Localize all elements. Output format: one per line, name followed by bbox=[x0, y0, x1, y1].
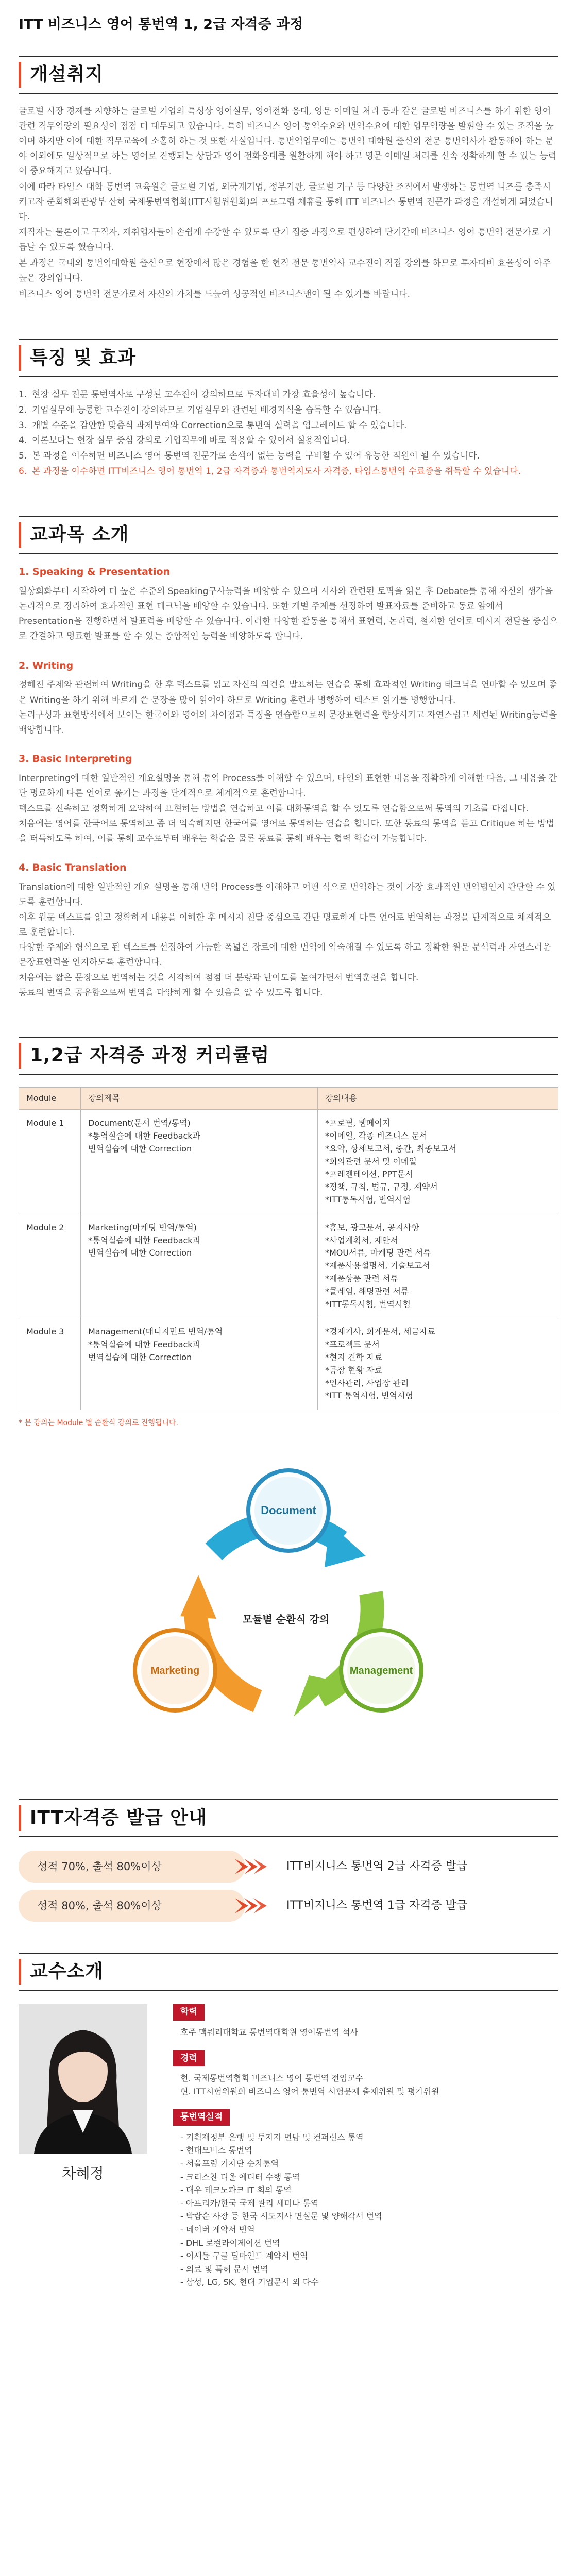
module-cell: Module 1 bbox=[19, 1110, 81, 1214]
career-item: 현. 국제통번역협회 비즈니스 영어 통번역 전임교수 bbox=[180, 2073, 364, 2083]
professor-card bbox=[19, 2004, 558, 2365]
cert-result: ITT비지니스 통번역 2급 자격증 발급 bbox=[286, 1860, 468, 1873]
education-tag: 학력 bbox=[173, 2004, 205, 2021]
course-title: 4. Basic Translation bbox=[19, 862, 127, 874]
course-body: Interpreting에 대한 일반적인 개요설명을 통해 통역 Process를 이해할 수 있으며, 타인의 표현한 내용을 정확하게 이해한 다음, 그 내용을 간단 명료하게 다른 언어로 옮기는 과정을 단계적으로 체계적으로 훈련합니다. 텍스트를 신속하고 정확하게 요약하여 표현하는 방법을 연습하고 이를 대화통역을 할 수 있도록 연습함으로써 통역의 기초를 다집니다. 처음에는 영어를 한국어로 통역하고 좀 더 익숙해지면 한국어를 영어로 통역하는 연습을 합니다. 또한 동료의 통역을 듣고 Critique 하는 방법을 터득하도록 하여, 이를 통해 교수로부터 배우는 학습은 물론 동료를 통해 배우는 협력 학습이 가능합니다. bbox=[19, 773, 557, 844]
professor-info bbox=[173, 2004, 558, 2300]
content-cell: Document(문서 번역/통역) *통역실습에 대한 Feedback과 번역실습에 대한 Correction bbox=[81, 1110, 318, 1214]
purpose-paragraph: 재직자는 물론이고 구직자, 재취업자들이 손쉽게 수강할 수 있도록 단기 집중 과정으로 편성하여 단기간에 비즈니스 영어 통번역 전문가로 거듭날 수 있도록 했습니다. bbox=[19, 227, 551, 253]
item-text: 본 과정을 이수하면 비즈니스 영어 통번역 전문가로 손색이 없는 능력을 구비할 수 있어 유능한 직원이 될 수 있습니다. bbox=[32, 451, 480, 462]
section-cert-title: ITT자격증 발급 안내 bbox=[30, 1807, 207, 1828]
section-purpose-title: 개설취지 bbox=[30, 64, 104, 85]
works-list bbox=[173, 2126, 558, 2289]
list-item: - 기획재정부 은행 및 투자자 면담 및 컨퍼런스 통역 bbox=[180, 2132, 364, 2142]
purpose-text bbox=[19, 104, 558, 302]
list-item bbox=[19, 449, 558, 464]
course-title: 3. Basic Interpreting bbox=[19, 753, 132, 765]
item-number: 4. bbox=[19, 435, 27, 446]
list-item: - 현대모비스 통번역 bbox=[180, 2145, 252, 2156]
cycle-center-label: 모듈별 순환식 강의 bbox=[242, 1613, 330, 1625]
list-item bbox=[19, 433, 558, 449]
course-body: Translation에 대한 일반적인 개요 설명을 통해 번역 Process를 이해하고 어떤 식으로 번역하는 것이 가장 효과적인 번역법인지 판단할 수 있도록 훈련합니다. 이후 원문 텍스트를 읽고 정확하게 내용을 이해한 후 메시지 전달 중심으로 간단 명료하게 다른 언어로 번역하는 과정을 단계적으로 체계적으로 훈련합니다. 다양한 주제와 형식으로 된 텍스트를 선정하여 가능한 폭넓은 장르에 대한 번역에 익숙해질 수 있도록 하고 정확한 원문 분석력과 자연스러운 문장표현력을 인지하도록 훈련합니다. 처음에는 짧은 문장으로 번역하는 것을 시작하여 점점 더 분량과 난이도를 높여가면서 번역훈련을 합니다. 동료의 번역을 공유함으로써 번역을 다양하게 할 수 있음을 알 수 있도록 합니다. bbox=[19, 882, 556, 998]
education-text: 호주 맥쿼리대학교 통번역대학원 영어통번역 석사 bbox=[180, 2027, 358, 2037]
list-item: - 네이버 계약서 번역 bbox=[180, 2224, 255, 2234]
item-highlight-2: 통번역지도사 자격증, 타임스통번역 수료증 bbox=[270, 466, 434, 477]
section-purpose bbox=[19, 56, 558, 94]
list-item bbox=[19, 387, 558, 403]
course-title: 1. Speaking & Presentation bbox=[19, 566, 171, 578]
arrow-head-orange bbox=[180, 1575, 216, 1619]
list-item: - 의료 및 특허 문서 번역 bbox=[180, 2264, 268, 2274]
curriculum-note: * 본 강의는 Module 별 순환식 강의로 진행됩니다. bbox=[19, 1419, 178, 1428]
list-item: - 삼성, LG, SK, 현대 기업문서 외 다수 bbox=[180, 2277, 319, 2287]
course-block bbox=[0, 564, 577, 645]
purpose-paragraph: 글로벌 시장 경제를 지향하는 글로벌 기업의 특성상 영어실무, 영어전화 응대, 영문 이메일 처리 등과 같은 글로벌 비즈니스를 하기 위한 영어관련 직무역량의 필요성이 점점 더 대두되고 있습니다. 특히 비즈니스 영어 통역수요와 번역수요에 대한 업무역량을 발휘할 수 있는 조직을 높이며 하지만 이에 대한 직무교육에 소홀히 하는 것 또한 사실입니다. 통번역업무에는 통번역 대학원 출신의 전문 통번역사가 활동해야 하는 분야 이외에도 일상적으로 하는 영어로 진행되는 상담과 영어 전화응대를 원활하게 해야 하고 영문 이메일 처리를 신속 정확하게 할 수 있는 능력이 중요해지고 있습니다. bbox=[19, 106, 557, 176]
column-header: 강의내용 bbox=[318, 1088, 558, 1110]
course-title: 2. Writing bbox=[19, 659, 74, 671]
list-item: - 서울포럼 기자단 순차통역 bbox=[180, 2159, 279, 2169]
content-cell: Management(매니지먼트 번역/통역 *통역실습에 대한 Feedback과 번역실습에 대한 Correction bbox=[81, 1318, 318, 1410]
works-block bbox=[173, 2109, 558, 2289]
list-item: - 이세돌 구글 딥마인드 계약서 번역 bbox=[180, 2251, 308, 2261]
table-row bbox=[19, 1110, 558, 1214]
cert-row bbox=[19, 1851, 558, 1883]
portrait-image bbox=[19, 2004, 147, 2154]
professor-photo-wrap bbox=[19, 2004, 147, 2185]
cycle-diagram bbox=[0, 1438, 577, 1768]
section-features-title: 특징 및 효과 bbox=[30, 347, 136, 368]
detail-cell: *경제기사, 회계문서, 세금자료 *프로젝트 문서 *현지 견학 자료 *공장 현황 자료 *인사관리, 사업장 관리 *ITT 통역시험, 번역시험 bbox=[318, 1318, 558, 1410]
item-text: 기업실무에 능통한 교수진이 강의하므로 기업실무와 관련된 배경지식을 습득할 수 있습니다. bbox=[32, 404, 382, 415]
section-curriculum-title: 1,2급 자격증 과정 커리큘럼 bbox=[30, 1045, 270, 1066]
section-courses bbox=[19, 516, 558, 554]
module-cell: Module 2 bbox=[19, 1214, 81, 1318]
section-courses-title: 교과목 소개 bbox=[30, 523, 129, 545]
node-marketing-label: Marketing bbox=[150, 1665, 200, 1676]
section-features bbox=[19, 339, 558, 377]
list-item: - 대우 테크노파크 IT 회의 통역 bbox=[180, 2185, 292, 2195]
section-curriculum bbox=[19, 1037, 558, 1075]
cycle-diagram-svg bbox=[0, 1438, 577, 1768]
purpose-paragraph: 이에 따라 타임스 대학 통번역 교육원은 글로벌 기업, 외국계기업, 정부기관, 글로벌 기구 등 다양한 조직에서 발생하는 통번역 니즈를 충족시키고자 준회해외관광부 산하 국제통번역협회(ITT시험위원회)의 프로그램 체휴를 통해 ITT 비즈니스 통번역 전문가 과정을 개설하게 되었습니다. bbox=[19, 181, 553, 222]
node-management-label: Management bbox=[349, 1665, 413, 1676]
item-number: 1. bbox=[19, 389, 27, 400]
double-chevron-icon bbox=[235, 1859, 281, 1874]
item-text bbox=[32, 464, 521, 480]
content-cell: Marketing(마케팅 번역/통역) *통역실습에 대한 Feedback과 번역실습에 대한 Correction bbox=[81, 1214, 318, 1318]
item-text: 개별 수준을 감안한 맞춤식 과제부여와 Correction으로 통번역 실력을 업그레이드 할 수 있습니다. bbox=[32, 420, 407, 431]
item-text: 이론보다는 현장 실무 중심 강의로 기업직무에 바로 적용할 수 있어서 실용적입니다. bbox=[32, 435, 350, 446]
career-block bbox=[173, 2050, 558, 2098]
item-highlight-1: ITT비즈니스 영어 통번역 1, 2급 자격증 bbox=[108, 466, 259, 477]
item-text-part: 과 bbox=[259, 466, 270, 477]
section-professor-title: 교수소개 bbox=[30, 1961, 104, 1982]
section-professor bbox=[19, 1953, 558, 1991]
features-list bbox=[19, 387, 558, 480]
detail-cell: *홍보, 광고문서, 공지사항 *사업계획서, 제안서 *MOU서류, 마케팅 관련 서류 *제품사용설명서, 기술보고서 *제품상품 관련 서류 *클레임, 해명관련 서류 *ITT통독시험, 번역시험 bbox=[318, 1214, 558, 1318]
professor-photo bbox=[19, 2004, 147, 2154]
list-item-highlight bbox=[19, 464, 558, 480]
double-chevron-icon bbox=[235, 1898, 281, 1913]
column-header: Module bbox=[19, 1088, 81, 1110]
education-block bbox=[173, 2004, 558, 2039]
cert-result: ITT비지니스 통번역 1급 자격증 발급 bbox=[286, 1899, 468, 1912]
node-document-label: Document bbox=[261, 1503, 316, 1517]
purpose-paragraph: 비즈니스 영어 통번역 전문가로서 자신의 가치를 드높여 성공적인 비즈니스맨이 될 수 있기를 바랍니다. bbox=[19, 289, 410, 299]
list-item: - 박람순 사장 등 한국 시도지사 면실문 및 양해각서 번역 bbox=[180, 2211, 382, 2222]
purpose-paragraph: 본 과정은 국내외 통번역대학원 출신으로 현장에서 많은 경험을 한 현직 전문 통번역사 교수진이 직접 강의를 하므로 투자대비 효율성이 아주 높은 강의입니다. bbox=[19, 258, 551, 284]
professor-name: 차혜정 bbox=[62, 2165, 104, 2182]
item-number: 6. bbox=[19, 466, 27, 477]
course-body: 일상회화부터 시작하여 더 높은 수준의 Speaking구사능력을 배양할 수 있으며 시사와 관련된 토픽을 읽은 후 Debate를 통해 자신의 생각을 논리적으로 정리하여 효과적인 표현 테크닉을 배양할 수 있습니다. 또한 개별 주제를 선정하여 발표자료를 준비하고 동료 앞에서 Presentation을 진행하면서 발표력을 배양할 수 있습니다. 이러한 다양한 활동을 통해서 표현력, 논리력, 철저한 언어로 메시지 전달을 중심으로 간결하고 명료한 발표를 할 수 있는 종합적인 능력을 배양하도록 합니다. bbox=[19, 586, 558, 642]
works-tag: 통번역실적 bbox=[173, 2109, 230, 2126]
item-number: 2. bbox=[19, 404, 27, 415]
list-item bbox=[19, 403, 558, 418]
section-cert bbox=[19, 1799, 558, 1837]
cert-condition: 성적 80%, 출석 80%이상 bbox=[19, 1890, 245, 1922]
table-row bbox=[19, 1214, 558, 1318]
list-item: - DHL 로컬라이제이션 번역 bbox=[180, 2238, 280, 2248]
list-item bbox=[19, 418, 558, 434]
arrow-head-blue bbox=[325, 1523, 366, 1567]
table-header-row bbox=[19, 1088, 558, 1110]
item-text: 현장 실무 전문 통번역사로 구성된 교수진이 강의하므로 투자대비 가장 효율성이 높습니다. bbox=[32, 389, 376, 400]
detail-cell: *프로필, 웹페이지 *이메일, 각종 비즈니스 문서 *요약, 상세보고서, 중간, 최종보고서 *회의관련 문서 및 이메일 *프레젠테이션, PPT문서 *정책, 규칙, 법규, 규정, 계약서 *ITT통독시험, 번역시험 bbox=[318, 1110, 558, 1214]
list-item: - 아프리카/한국 국제 관리 세미나 통역 bbox=[180, 2198, 319, 2208]
career-item: 현. ITT시험위원회 비즈니스 영어 통번역 시험문제 출제위원 및 평가위원 bbox=[180, 2086, 439, 2096]
curriculum-table bbox=[19, 1087, 558, 1410]
career-text bbox=[173, 2066, 558, 2098]
item-text-part: 본 과정을 이수하면 bbox=[32, 466, 108, 477]
column-header: 강의제목 bbox=[81, 1088, 318, 1110]
cert-condition: 성적 70%, 출석 80%이상 bbox=[19, 1851, 245, 1883]
table-row bbox=[19, 1318, 558, 1410]
course-block bbox=[0, 751, 577, 846]
list-item: - 크리스찬 디올 에디터 수행 통역 bbox=[180, 2172, 300, 2182]
item-number: 3. bbox=[19, 420, 27, 431]
module-cell: Module 3 bbox=[19, 1318, 81, 1410]
cert-row bbox=[19, 1890, 558, 1922]
course-block bbox=[0, 658, 577, 738]
course-body: 정해진 주제와 관련하여 Writing을 한 후 텍스트를 읽고 자신의 의견을 발표하는 연습을 통해 효과적인 Writing 테크닉을 연마할 수 있으며 좋은 Writing을 하기 위해 바르게 쓴 문장을 많이 읽어야 하므로 Writing 훈련과 병행하여 텍스트 읽기를 병행합니다. 논리구성과 표현방식에서 보이는 한국어와 영어의 차이점과 특징을 연습함으로써 문장표현력을 향상시키고 자연스럽고 세련된 Writing능력을 배양합니다. bbox=[19, 680, 557, 736]
item-text-part: 을 취득할 수 있습니다. bbox=[433, 466, 521, 477]
page-title: ITT 비즈니스 영어 통번역 1, 2급 자격증 과정 bbox=[19, 16, 303, 32]
item-number: 5. bbox=[19, 451, 27, 462]
course-block bbox=[0, 860, 577, 1001]
career-tag: 경력 bbox=[173, 2050, 205, 2067]
